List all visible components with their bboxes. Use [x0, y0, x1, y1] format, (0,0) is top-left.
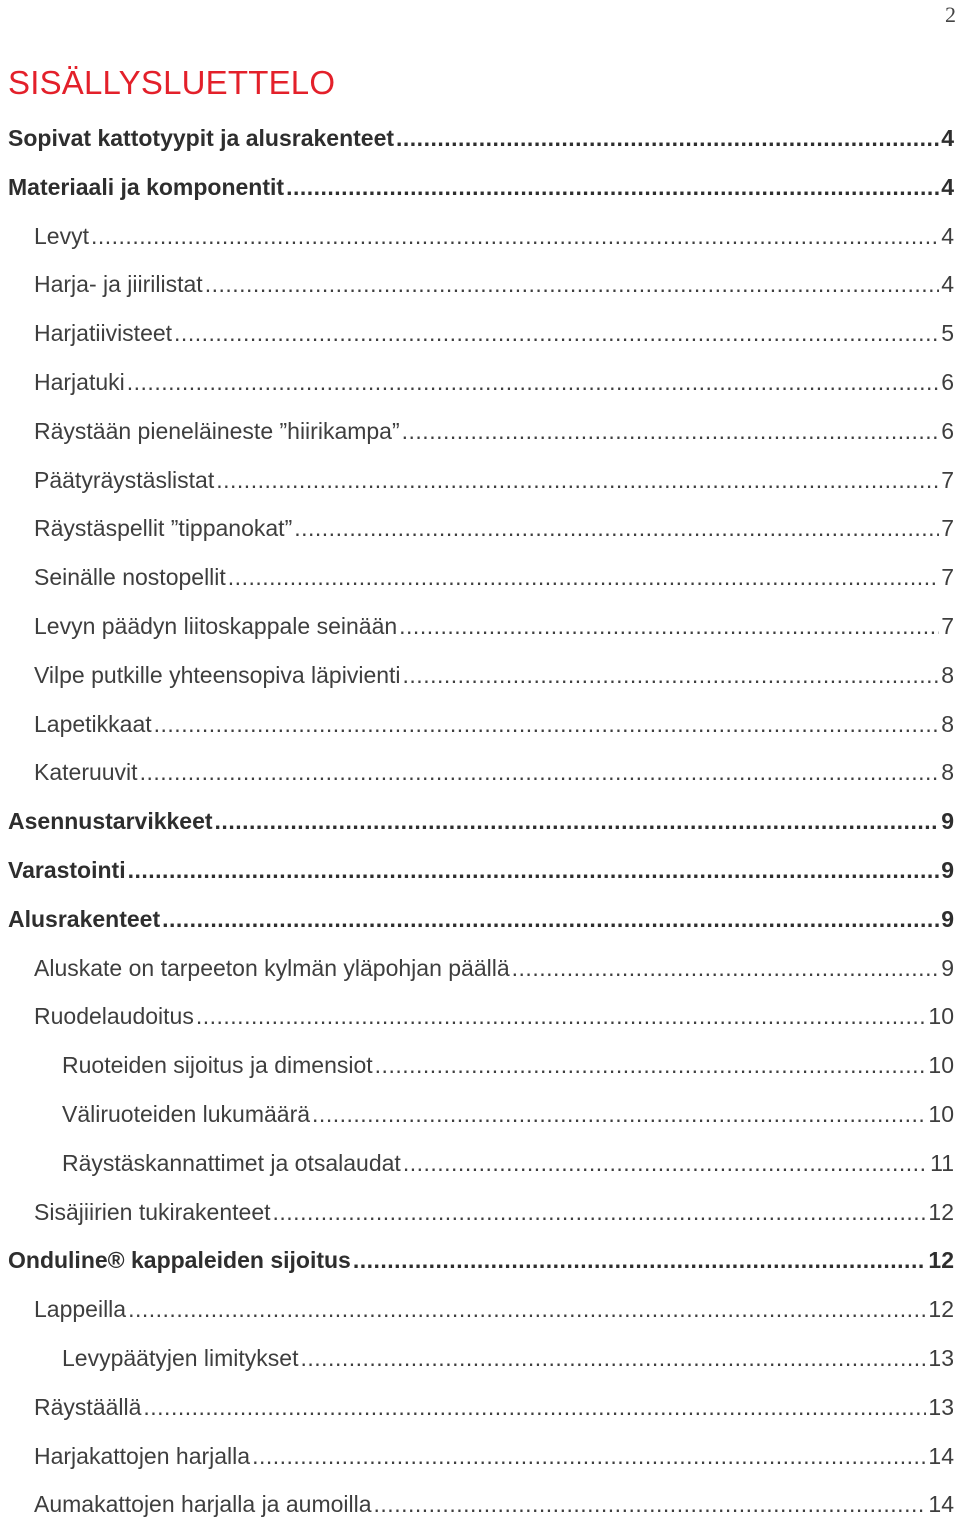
dot-leader: [216, 456, 939, 505]
toc-entry[interactable]: [0, 1041, 960, 1090]
toc-entry[interactable]: [0, 944, 960, 993]
toc-entry-page: 4: [941, 125, 954, 151]
dot-leader: [396, 114, 939, 163]
toc-entry[interactable]: [0, 602, 960, 651]
toc-entry[interactable]: [0, 651, 960, 700]
toc-entry-page: 9: [941, 808, 954, 835]
dot-leader: [128, 846, 940, 895]
dot-leader: [196, 992, 927, 1041]
toc-entry[interactable]: [0, 846, 960, 895]
toc-entry-title: Harjatiivisteet: [34, 320, 173, 347]
dot-leader: [174, 309, 939, 358]
toc-title: SISÄLLYSLUETTELO: [8, 64, 336, 101]
toc-entry-title: Räystäällä: [34, 1393, 142, 1420]
toc-entry-page: 10: [928, 1100, 954, 1127]
dot-leader: [273, 1188, 927, 1237]
page-number: 2: [945, 2, 956, 27]
dot-leader: [512, 944, 940, 993]
dot-leader: [399, 602, 939, 651]
dot-leader: [228, 553, 939, 602]
toc-entry-page: 8: [941, 661, 954, 688]
toc-entry-page: 10: [928, 1052, 954, 1079]
toc-entry-page: 7: [941, 466, 954, 493]
toc-entry-page: 7: [941, 564, 954, 591]
toc-entry[interactable]: [0, 1188, 960, 1237]
toc-entry-page: 4: [941, 173, 954, 200]
toc-entry-title: Aumakattojen harjalla ja aumoilla: [34, 1491, 372, 1518]
toc-entry-title: Räystään pieneläineste ”hiirikampa”: [34, 417, 400, 444]
toc-entry-page: 6: [941, 417, 954, 444]
toc-entry[interactable]: [0, 309, 960, 358]
dot-leader: [403, 651, 940, 700]
dot-leader: [128, 1285, 926, 1334]
toc-entry-page: 12: [928, 1296, 954, 1323]
dot-leader: [162, 895, 939, 944]
toc-entry-title: Harjatuki: [34, 368, 125, 395]
toc-entry-page: 13: [928, 1344, 954, 1371]
dot-leader: [402, 407, 940, 456]
toc-entry[interactable]: [0, 260, 960, 309]
dot-leader: [154, 700, 940, 749]
dot-leader: [91, 212, 939, 261]
toc-entry[interactable]: [0, 992, 960, 1041]
dot-leader: [205, 260, 940, 309]
toc-entry[interactable]: [0, 748, 960, 797]
toc-entry-title: Lapetikkaat: [34, 710, 152, 737]
toc-entry-title: Alusrakenteet: [8, 905, 161, 932]
toc-entry-page: 8: [941, 759, 954, 786]
toc-entry[interactable]: [0, 456, 960, 505]
toc-entry-page: 5: [941, 320, 954, 347]
toc-entry-page: 7: [941, 515, 954, 542]
toc-entry-page: 9: [941, 905, 954, 932]
table-of-contents: [0, 114, 960, 1529]
toc-entry-title: Räystäskannattimet ja otsalaudat: [62, 1149, 401, 1176]
toc-entry-page: 9: [941, 856, 954, 883]
dot-leader: [301, 1334, 927, 1383]
dot-leader: [140, 748, 940, 797]
toc-entry-page: 13: [928, 1393, 954, 1420]
toc-entry[interactable]: [0, 212, 960, 261]
toc-entry[interactable]: [0, 1480, 960, 1529]
toc-entry-page: 12: [928, 1247, 954, 1274]
toc-entry[interactable]: [0, 407, 960, 456]
toc-entry[interactable]: [0, 553, 960, 602]
toc-entry-page: 14: [928, 1491, 954, 1518]
toc-entry[interactable]: [0, 504, 960, 553]
toc-entry-page: 7: [941, 612, 954, 639]
toc-entry-title: Seinälle nostopellit: [34, 564, 226, 591]
toc-entry[interactable]: [0, 358, 960, 407]
toc-entry-page: 4: [941, 222, 954, 249]
dot-leader: [286, 163, 939, 212]
toc-entry-page: 4: [941, 271, 954, 298]
toc-entry-page: 6: [941, 368, 954, 395]
toc-entry-title: Ruodelaudoitus: [34, 1003, 194, 1030]
toc-entry[interactable]: [0, 1139, 960, 1188]
toc-entry-page: 12: [928, 1198, 954, 1225]
dot-leader: [143, 1383, 926, 1432]
toc-entry[interactable]: [0, 1432, 960, 1481]
toc-entry[interactable]: [0, 1334, 960, 1383]
dot-leader: [374, 1480, 927, 1529]
toc-entry-title: Sopivat kattotyypit ja alusrakenteet: [8, 125, 395, 151]
dot-leader: [353, 1236, 927, 1285]
toc-entry-title: Harja- ja jiirilistat: [34, 271, 203, 298]
toc-entry[interactable]: [0, 895, 960, 944]
dot-leader: [215, 797, 940, 846]
dot-leader: [127, 358, 939, 407]
dot-leader: [294, 504, 939, 553]
toc-entry-page: 11: [930, 1149, 954, 1176]
toc-entry-title: Lappeilla: [34, 1296, 127, 1323]
toc-entry[interactable]: [0, 163, 960, 212]
toc-entry-title: Päätyräystäslistat: [34, 466, 215, 493]
toc-entry[interactable]: [0, 1285, 960, 1334]
toc-entry[interactable]: [0, 797, 960, 846]
toc-entry-page: 14: [928, 1442, 954, 1469]
toc-entry[interactable]: [0, 1090, 960, 1139]
toc-entry[interactable]: [0, 700, 960, 749]
toc-entry-title: Vilpe putkille yhteensopiva läpivienti: [34, 661, 401, 688]
toc-entry-title: Materiaali ja komponentit: [8, 173, 285, 200]
toc-entry-title: Levyn päädyn liitoskappale seinään: [34, 612, 398, 639]
toc-entry[interactable]: [0, 114, 960, 163]
toc-entry[interactable]: [0, 1383, 960, 1432]
dot-leader: [252, 1432, 926, 1481]
toc-entry-title: Levyt: [34, 222, 89, 249]
toc-entry-page: 9: [941, 954, 954, 981]
toc-entry-title: Aluskate on tarpeeton kylmän yläpohjan päällä: [34, 954, 510, 981]
toc-entry-title: Onduline® kappaleiden sijoitus: [8, 1247, 351, 1274]
toc-entry-page: 10: [928, 1003, 954, 1030]
toc-entry-title: Levypäätyjen limitykset: [62, 1344, 299, 1371]
dot-leader: [312, 1090, 926, 1139]
toc-entry-title: Ruoteiden sijoitus ja dimensiot: [62, 1052, 373, 1079]
toc-entry-page: 8: [941, 710, 954, 737]
toc-entry[interactable]: [0, 1236, 960, 1285]
toc-entry-title: Varastointi: [8, 856, 126, 883]
toc-entry-title: Sisäjiirien tukirakenteet: [34, 1198, 271, 1225]
toc-entry-title: Asennustarvikkeet: [8, 808, 213, 835]
toc-entry-title: Väliruoteiden lukumäärä: [62, 1100, 311, 1127]
toc-entry-title: Kateruuvit: [34, 759, 138, 786]
toc-entry-title: Harjakattojen harjalla: [34, 1442, 251, 1469]
dot-leader: [403, 1139, 928, 1188]
dot-leader: [375, 1041, 927, 1090]
toc-entry-title: Räystäspellit ”tippanokat”: [34, 515, 293, 542]
